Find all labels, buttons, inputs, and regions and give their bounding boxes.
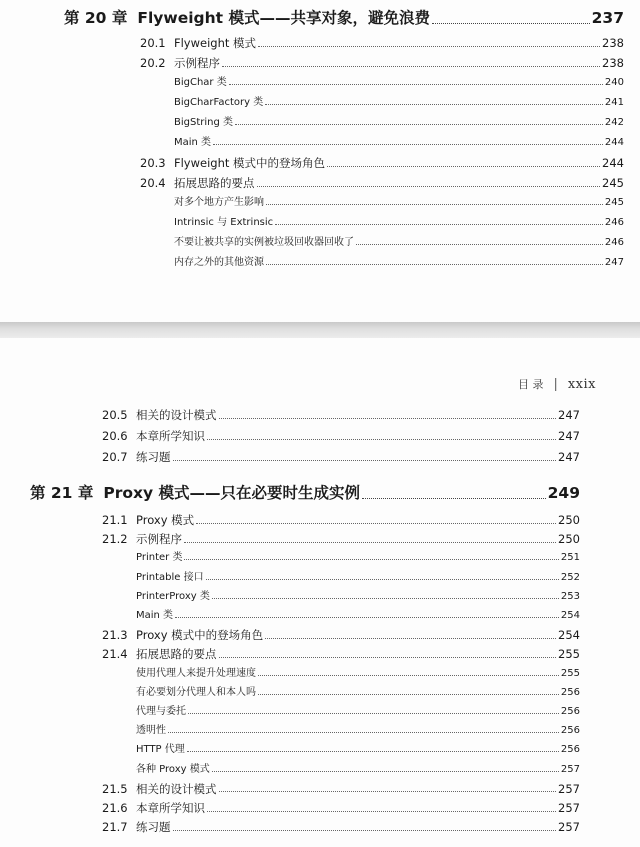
entry-title: 相关的设计模式	[136, 408, 217, 422]
entry-page: 247	[558, 450, 580, 464]
leader-dots	[432, 23, 590, 24]
entry-title: Proxy 模式中的登场角色	[136, 628, 264, 643]
section-number: 21.3	[102, 628, 128, 643]
entry-title: 代理与委托	[136, 706, 186, 717]
entry-title: Flyweight 模式中的登场角色	[174, 156, 326, 170]
toc-section-entry	[140, 158, 624, 170]
leader-dots	[173, 830, 557, 831]
toc-subsection-entry	[136, 745, 580, 755]
entry-title: PrinterProxy 类	[136, 590, 210, 602]
section-number: 21.2	[102, 532, 128, 547]
entry-page: 245	[604, 197, 624, 208]
chapter-number: 第 21 章	[30, 484, 94, 502]
toc-section-entry	[102, 649, 580, 661]
entry-title: 透明性	[136, 725, 166, 737]
header-page-number: xxix	[567, 376, 596, 392]
toc-subsection-entry	[136, 611, 580, 621]
section-number: 20.2	[140, 56, 166, 70]
leader-dots	[258, 694, 559, 695]
section-number: 21.6	[102, 801, 128, 815]
entry-page: 247	[558, 429, 580, 443]
entry-title: 相关的设计模式	[136, 781, 217, 796]
leader-dots	[258, 675, 559, 676]
entry-title: 不要让被共享的实例被垃圾回收器回收了	[174, 237, 354, 248]
toc-subsection-entry	[136, 553, 580, 563]
entry-page: 256	[560, 744, 580, 756]
toc-subsection-entry	[174, 198, 624, 208]
leader-dots	[212, 771, 559, 772]
chapter-page: 249	[547, 484, 580, 502]
section-number: 21.7	[102, 820, 128, 835]
leader-dots	[207, 811, 556, 812]
entry-page: 245	[602, 176, 624, 190]
chapter-number: 第 20 章	[64, 9, 128, 27]
chapter-title: Flyweight 模式——共享对象，避免浪费	[137, 9, 430, 27]
leader-dots	[212, 598, 559, 599]
leader-dots	[219, 418, 557, 419]
toc-section-entry	[140, 178, 624, 190]
section-number: 20.7	[102, 450, 128, 464]
entry-title: 示例程序	[174, 56, 220, 70]
chapter-title: Proxy 模式——只在必要时生成实例	[103, 484, 361, 502]
toc-section-entry	[102, 781, 580, 796]
entry-title: 内存之外的其他资源	[174, 257, 264, 268]
toc-subsection-entry	[136, 765, 580, 775]
entry-page: 250	[558, 532, 580, 547]
section-number: 21.5	[102, 781, 128, 796]
header-separator: |	[553, 376, 558, 392]
section-number: 21.1	[102, 513, 128, 527]
leader-dots	[362, 498, 546, 499]
section-number: 20.4	[140, 176, 166, 190]
entry-title: BigString 类	[174, 117, 234, 128]
entry-page: 246	[604, 217, 624, 228]
leader-dots	[168, 732, 559, 733]
entry-title: Printable 接口	[136, 571, 204, 583]
toc-page-top	[0, 0, 640, 322]
entry-page: 250	[558, 513, 580, 527]
entry-page: 255	[558, 647, 580, 662]
section-number: 20.5	[102, 408, 128, 422]
entry-title: Flyweight 模式	[174, 36, 257, 50]
entry-page: 238	[602, 56, 624, 70]
toc-subsection-entry	[174, 118, 624, 128]
entry-title: Main 类	[174, 137, 212, 148]
entry-title: 练习题	[136, 820, 171, 835]
entry-page: 254	[558, 628, 580, 643]
entry-title: 使用代理人来提升处理速度	[136, 667, 256, 679]
toc-section-entry	[102, 630, 580, 642]
leader-dots	[266, 264, 603, 265]
leader-dots	[229, 84, 603, 85]
entry-page: 256	[560, 706, 580, 717]
entry-page: 247	[604, 257, 624, 268]
leader-dots	[266, 204, 603, 205]
entry-page: 254	[560, 610, 580, 621]
toc-subsection-entry	[174, 258, 624, 268]
entry-title: 拓展思路的要点	[174, 176, 255, 190]
leader-dots	[175, 617, 559, 618]
entry-page: 242	[604, 117, 624, 128]
entry-title: 各种 Proxy 模式	[136, 763, 210, 775]
leader-dots	[213, 144, 603, 145]
leader-dots	[222, 66, 600, 67]
toc-section-entry	[102, 410, 580, 422]
entry-page: 247	[558, 408, 580, 422]
leader-dots	[188, 713, 559, 714]
leader-dots	[173, 460, 557, 461]
leader-dots	[196, 523, 556, 524]
chapter-page: 237	[591, 9, 624, 27]
leader-dots	[184, 542, 556, 543]
entry-page: 252	[560, 571, 580, 583]
toc-page-bottom	[0, 338, 640, 847]
entry-title: 拓展思路的要点	[136, 647, 217, 662]
entry-page: 244	[604, 137, 624, 148]
leader-dots	[265, 638, 556, 639]
leader-dots	[235, 124, 603, 125]
entry-title: 练习题	[136, 450, 171, 464]
entry-page: 238	[602, 36, 624, 50]
entry-page: 257	[560, 763, 580, 775]
entry-page: 255	[560, 667, 580, 679]
toc-subsection-entry	[136, 669, 580, 679]
entry-title: HTTP 代理	[136, 744, 185, 756]
entry-title: Intrinsic 与 Extrinsic	[174, 217, 274, 228]
toc-section-entry	[102, 534, 580, 546]
leader-dots	[219, 657, 557, 658]
entry-title: Proxy 模式	[136, 513, 195, 527]
leader-dots	[356, 244, 603, 245]
leader-dots	[207, 439, 556, 440]
entry-page: 253	[560, 590, 580, 602]
toc-subsection-entry	[136, 726, 580, 736]
entry-title: Printer 类	[136, 552, 183, 564]
entry-page: 257	[558, 801, 580, 815]
toc-section-entry	[102, 452, 580, 464]
entry-title: 本章所学知识	[136, 429, 205, 443]
entry-page: 251	[560, 552, 580, 564]
leader-dots	[184, 559, 558, 560]
entry-page: 257	[558, 781, 580, 796]
chapter-21-entry	[30, 486, 580, 502]
leader-dots	[187, 751, 559, 752]
toc-subsection-entry	[174, 98, 624, 108]
toc-subsection-entry	[136, 688, 580, 698]
leader-dots	[206, 579, 559, 580]
entry-title: BigCharFactory 类	[174, 97, 264, 108]
leader-dots	[275, 224, 603, 225]
toc-subsection-entry	[174, 78, 624, 88]
entry-page: 257	[558, 820, 580, 835]
leader-dots	[265, 104, 603, 105]
chapter-20-entry	[64, 11, 624, 27]
entry-title: 对多个地方产生影响	[174, 197, 264, 208]
leader-dots	[258, 46, 600, 47]
section-number: 21.4	[102, 647, 128, 662]
leader-dots	[327, 166, 600, 167]
toc-section-entry	[102, 431, 580, 443]
entry-page: 246	[604, 237, 624, 248]
toc-section-entry	[140, 58, 624, 70]
entry-page: 241	[604, 97, 624, 108]
toc-section-entry	[140, 38, 624, 50]
entry-page: 240	[604, 77, 624, 88]
toc-subsection-entry	[174, 218, 624, 228]
entry-title: 本章所学知识	[136, 801, 205, 815]
entry-title: 示例程序	[136, 532, 182, 547]
section-number: 20.1	[140, 36, 166, 50]
entry-title: BigChar 类	[174, 77, 227, 88]
section-number: 20.3	[140, 156, 166, 170]
header-label: 目 录	[517, 378, 544, 391]
entry-page: 256	[560, 686, 580, 698]
toc-subsection-entry	[136, 707, 580, 717]
toc-section-entry	[102, 515, 580, 527]
section-number: 20.6	[102, 429, 128, 443]
entry-title: Main 类	[136, 610, 174, 621]
entry-title: 有必要划分代理人和本人吗	[136, 686, 256, 698]
toc-subsection-entry	[136, 592, 580, 602]
entry-page: 244	[602, 156, 624, 170]
toc-section-entry	[102, 822, 580, 834]
toc-subsection-entry	[174, 238, 624, 248]
entry-page: 256	[560, 725, 580, 737]
toc-section-entry	[102, 803, 580, 815]
toc-subsection-entry	[174, 138, 624, 148]
leader-dots	[257, 186, 601, 187]
running-header	[518, 376, 596, 392]
leader-dots	[219, 791, 557, 792]
toc-subsection-entry	[136, 573, 580, 583]
page-gap	[0, 322, 640, 338]
